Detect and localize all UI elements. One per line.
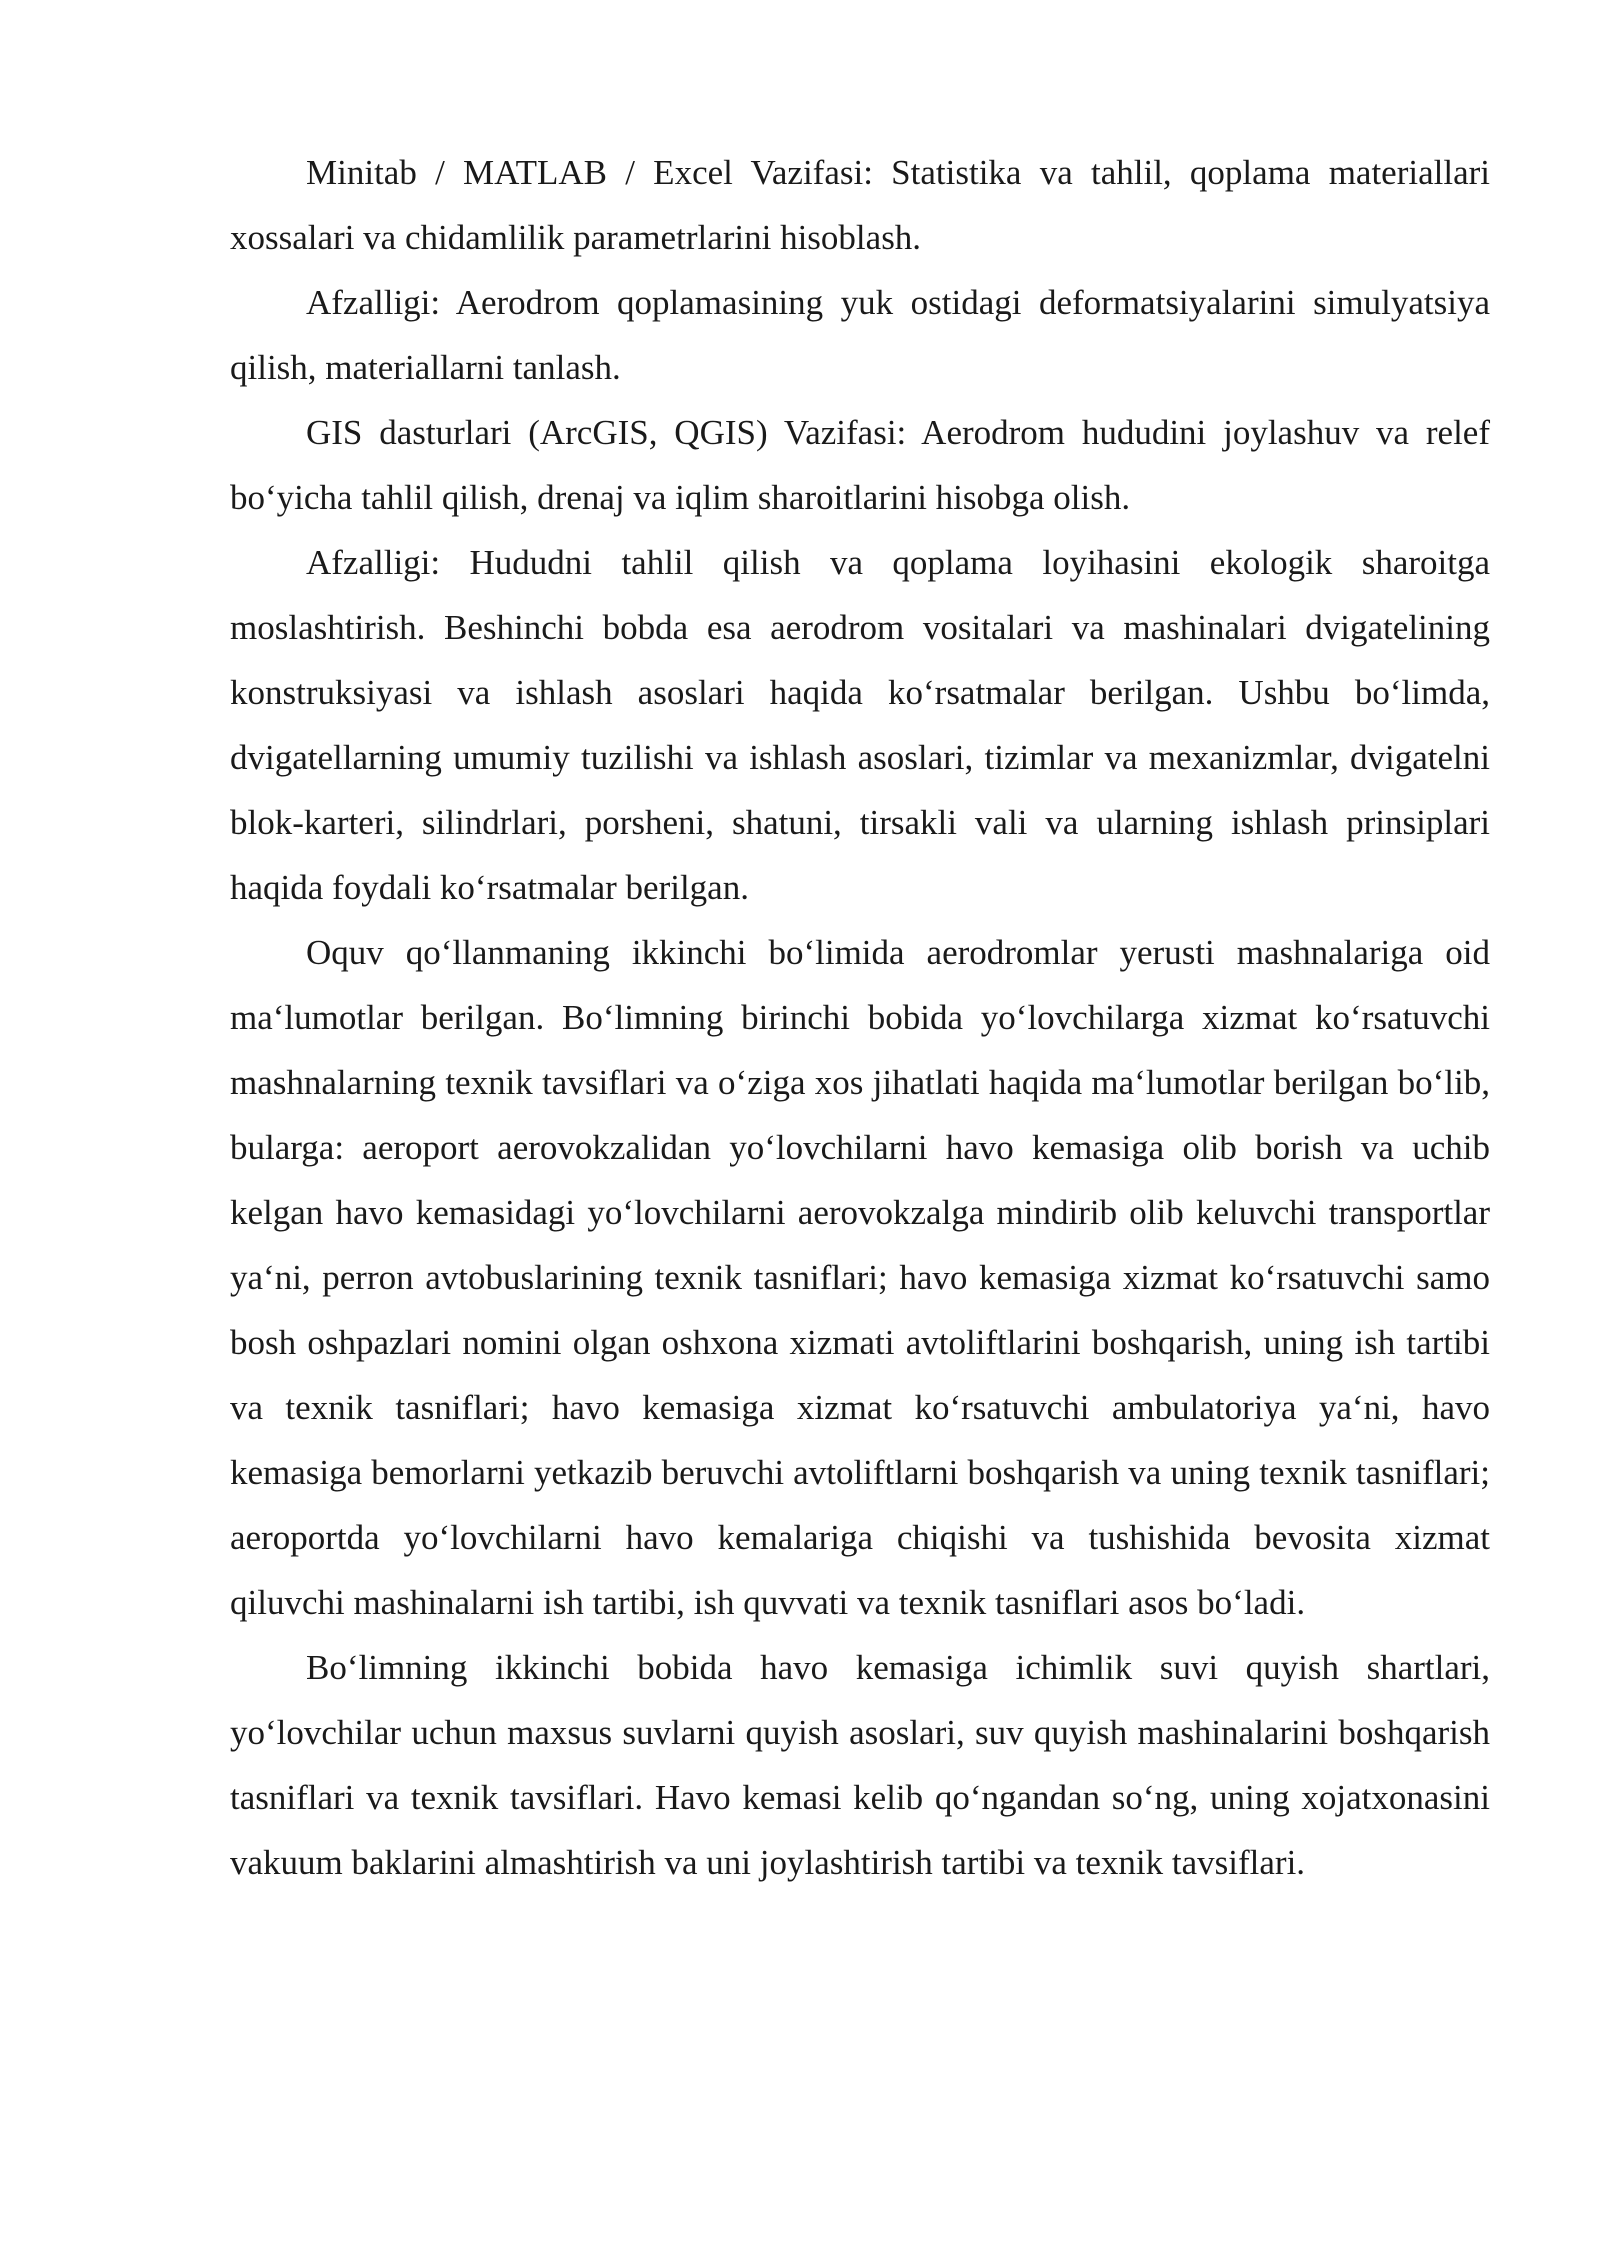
paragraph-advantage-simulation: Afzalligi: Aerodrom qoplamasining yuk ostidagi deformatsiyalarini simulyatsiya qilish, materiallarni tanlash. [230,283,1490,387]
paragraph-second-chapter: Bo‘limning ikkinchi bobida havo kemasiga ichimlik suvi quyish shartlari, yo‘lovchilar uchun maxsus suvlarni quyish asoslari, suv quyish mashinalarini boshqarish tasniflari va texnik tavsiflari. Havo kemasi kelib qo‘ngandan so‘ng, uning xojatxonasini vakuum baklarini almashtirish va uni joylashtirish tartibi va texnik tavsiflari. [230,1648,1490,1882]
paragraph-software-gis: GIS dasturlari (ArcGIS, QGIS) Vazifasi: Aerodrom hududini joylashuv va relef bo‘yicha tahlil qilish, drenaj va iqlim sharoitlarini hisobga olish. [230,413,1490,517]
paragraph-second-section: Oquv qo‘llanmaning ikkinchi bo‘limida aerodromlar yerusti mashnalariga oid ma‘lumotlar berilgan. Bo‘limning birinchi bobida yo‘lovchilarga xizmat ko‘rsatuvchi mashnalarning texnik tavsiflari va o‘ziga xos jihatlati haqida ma‘lumotlar berilgan bo‘lib, bularga: aeroport aerovokzalidan yo‘lovchilarni havo kemasiga olib borish va uchib kelgan havo kemasidagi yo‘lovchilarni aerovokzalga mindirib olib keluvchi transportlar ya‘ni, perron avtobuslarining texnik tasniflari; havo kemasiga xizmat ko‘rsatuvchi samo bosh oshpazlari nomini olgan oshxona xizmati avtoliftlarini boshqarish, uning ish tartibi va texnik tasniflari; havo kemasiga xizmat ko‘rsatuvchi ambulatoriya ya‘ni, havo kemasiga bemorlarni yetkazib beruvchi avtoliftlarni boshqarish va uning texnik tasniflari; aeroportda yo‘lovchilarni havo kemalariga chiqishi va tushishida bevosita xizmat qiluvchi mashinalarni ish tartibi, ish quvvati va texnik tasniflari asos bo‘ladi. [230,933,1490,1622]
paragraph-advantage-ecology: Afzalligi: Hududni tahlil qilish va qoplama loyihasini ekologik sharoitga moslashtirish. Beshinchi bobda esa aerodrom vositalari va mashinalari dvigatelining konstruksiyasi va ishlash asoslari haqida ko‘rsatmalar berilgan. Ushbu bo‘limda, dvigatellarning umumiy tuzilishi va ishlash asoslari, tizimlar va mexanizmlar, dvigatelni blok-karteri, silindrlari, porsheni, shatuni, tirsakli vali va ularning ishlash prinsiplari haqida foydali ko‘rsatmalar berilgan. [230,543,1490,907]
paragraph-software-minitab: Minitab / MATLAB / Excel Vazifasi: Statistika va tahlil, qoplama materiallari xossalari va chidamlilik parametrlarini hisoblash. [230,153,1490,257]
body-text [230,140,1490,1895]
